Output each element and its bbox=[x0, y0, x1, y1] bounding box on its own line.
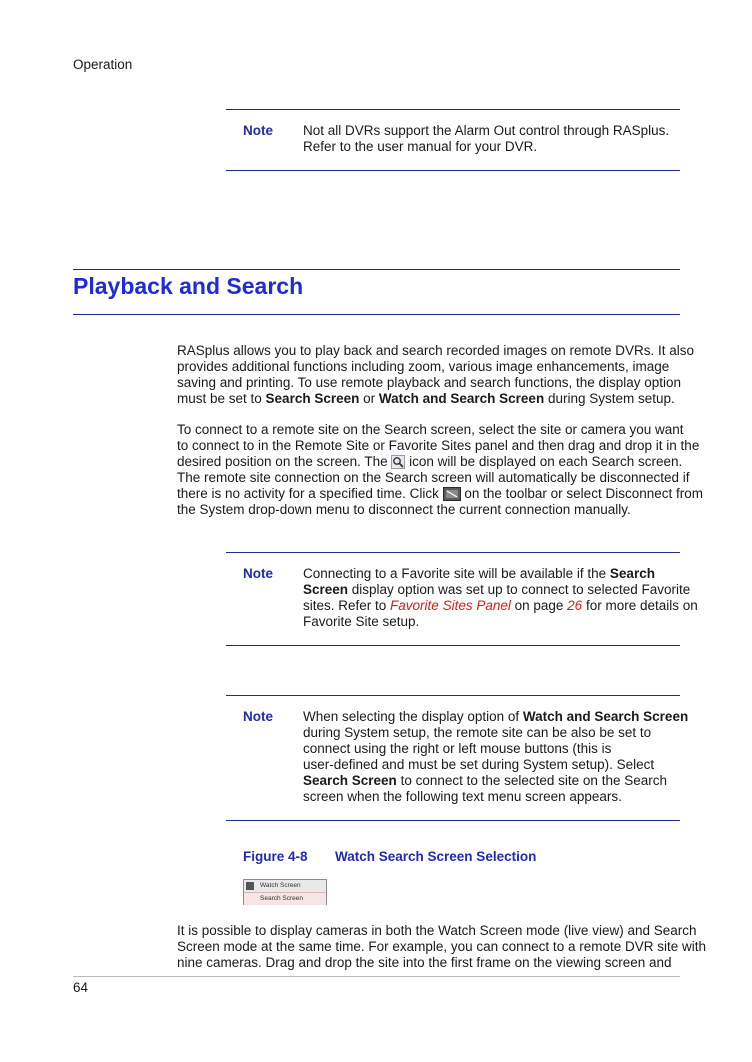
note-line: during System setup, the remote site can be also be set to bbox=[303, 725, 652, 740]
paragraph-line: RASplus allows you to play back and search recorded images on remote DVRs. It also bbox=[177, 343, 695, 358]
note-text bbox=[303, 123, 679, 155]
text-run: there is no activity for a specified time. Click bbox=[177, 486, 443, 501]
section-bottom-rule bbox=[73, 314, 680, 315]
text-run: or bbox=[359, 391, 379, 406]
menu-item-icon bbox=[246, 882, 254, 890]
note-top-rule bbox=[226, 695, 680, 696]
paragraph-line: To connect to a remote site on the Search screen, select the site or camera you want bbox=[177, 422, 684, 437]
bold-term: Watch and Search Screen bbox=[378, 391, 545, 406]
text-run: sites. Refer to bbox=[303, 598, 391, 613]
bold-term: Search Screen bbox=[303, 773, 397, 788]
disconnect-icon bbox=[443, 487, 461, 501]
text-run: When selecting the display option of bbox=[303, 709, 523, 724]
bold-term: Watch and Search Screen bbox=[522, 709, 689, 724]
note-label: Note bbox=[243, 709, 273, 724]
note-text bbox=[303, 566, 698, 630]
figure-number: Figure 4-8 bbox=[243, 849, 308, 864]
paragraph-line: It is possible to display cameras in both the Watch Screen mode (live view) and Search bbox=[177, 923, 697, 938]
menu-item-label: Search Screen bbox=[260, 895, 303, 902]
paragraph-line: Screen mode at the same time. For example, you can connect to a remote DVR site with bbox=[177, 939, 706, 954]
text-run: for more details on bbox=[582, 598, 698, 613]
body-paragraph bbox=[177, 923, 706, 971]
note-line: connect using the right or left mouse buttons (this is bbox=[303, 741, 612, 756]
note-line bbox=[303, 566, 679, 582]
paragraph-line bbox=[177, 454, 683, 470]
text-menu-screenshot bbox=[243, 879, 327, 905]
figure-title: Watch Search Screen Selection bbox=[335, 849, 537, 864]
page-reference-link[interactable]: 26 bbox=[567, 598, 583, 613]
menu-item-label: Watch Screen bbox=[260, 882, 301, 889]
menu-item-watch-screen[interactable] bbox=[244, 880, 326, 892]
text-run: icon will be displayed on each Search screen. bbox=[405, 454, 683, 469]
note-line bbox=[303, 773, 679, 789]
text-run: to connect to the selected site on the Search bbox=[396, 773, 667, 788]
note-line bbox=[303, 582, 691, 598]
bold-term: Search bbox=[609, 566, 655, 581]
note-top-rule bbox=[226, 552, 680, 553]
note-label: Note bbox=[243, 123, 273, 138]
body-paragraph bbox=[177, 422, 703, 518]
paragraph-line: nine cameras. Drag and drop the site into the first frame on the viewing screen and bbox=[177, 955, 672, 970]
note-label: Note bbox=[243, 566, 273, 581]
note-bottom-rule bbox=[226, 645, 680, 646]
note-line: user-defined and must be set during System setup). Select bbox=[303, 757, 655, 772]
footer-rule bbox=[73, 976, 680, 977]
note-line: Refer to the user manual for your DVR. bbox=[303, 139, 538, 154]
page-number: 64 bbox=[73, 980, 89, 995]
paragraph-line: saving and printing. To use remote playback and search functions, the display option bbox=[177, 375, 682, 390]
note-line bbox=[303, 709, 689, 725]
text-run: during System setup. bbox=[544, 391, 675, 406]
note-line bbox=[303, 598, 698, 614]
note-text bbox=[303, 709, 689, 805]
paragraph-line: to connect to in the Remote Site or Favorite Sites panel and then drag and drop it in the bbox=[177, 438, 700, 453]
note-bottom-rule bbox=[226, 820, 680, 821]
bold-term: Screen bbox=[303, 582, 349, 597]
note-bottom-rule bbox=[226, 170, 680, 171]
body-paragraph bbox=[177, 343, 695, 407]
search-icon bbox=[391, 455, 405, 469]
running-header: Operation bbox=[73, 57, 133, 72]
text-run: on the toolbar or select Disconnect from bbox=[460, 486, 703, 501]
paragraph-line: provides additional functions including zoom, various image enhancements, image bbox=[177, 359, 670, 374]
note-line: Favorite Site setup. bbox=[303, 614, 420, 629]
text-run: desired position on the screen. The bbox=[177, 454, 392, 469]
text-run: Connecting to a Favorite site will be available if the bbox=[303, 566, 610, 581]
note-line: Not all DVRs support the Alarm Out control through RASplus. bbox=[303, 123, 670, 138]
note-line: screen when the following text menu screen appears. bbox=[303, 789, 622, 804]
note-top-rule bbox=[226, 109, 680, 110]
text-run: display option was set up to connect to selected Favorite bbox=[348, 582, 691, 597]
bold-term: Search Screen bbox=[265, 391, 360, 406]
paragraph-line bbox=[177, 486, 703, 502]
paragraph-line: the System drop-down menu to disconnect the current connection manually. bbox=[177, 502, 631, 517]
paragraph-line bbox=[177, 391, 680, 407]
paragraph-line: The remote site connection on the Search screen will automatically be disconnected if bbox=[177, 470, 690, 485]
section-title: Playback and Search bbox=[73, 273, 304, 299]
section-top-rule bbox=[73, 269, 680, 270]
text-run: on page bbox=[510, 598, 568, 613]
cross-reference-link[interactable]: Favorite Sites Panel bbox=[390, 598, 511, 613]
menu-item-search-screen[interactable] bbox=[244, 892, 326, 905]
text-run: must be set to bbox=[177, 391, 266, 406]
